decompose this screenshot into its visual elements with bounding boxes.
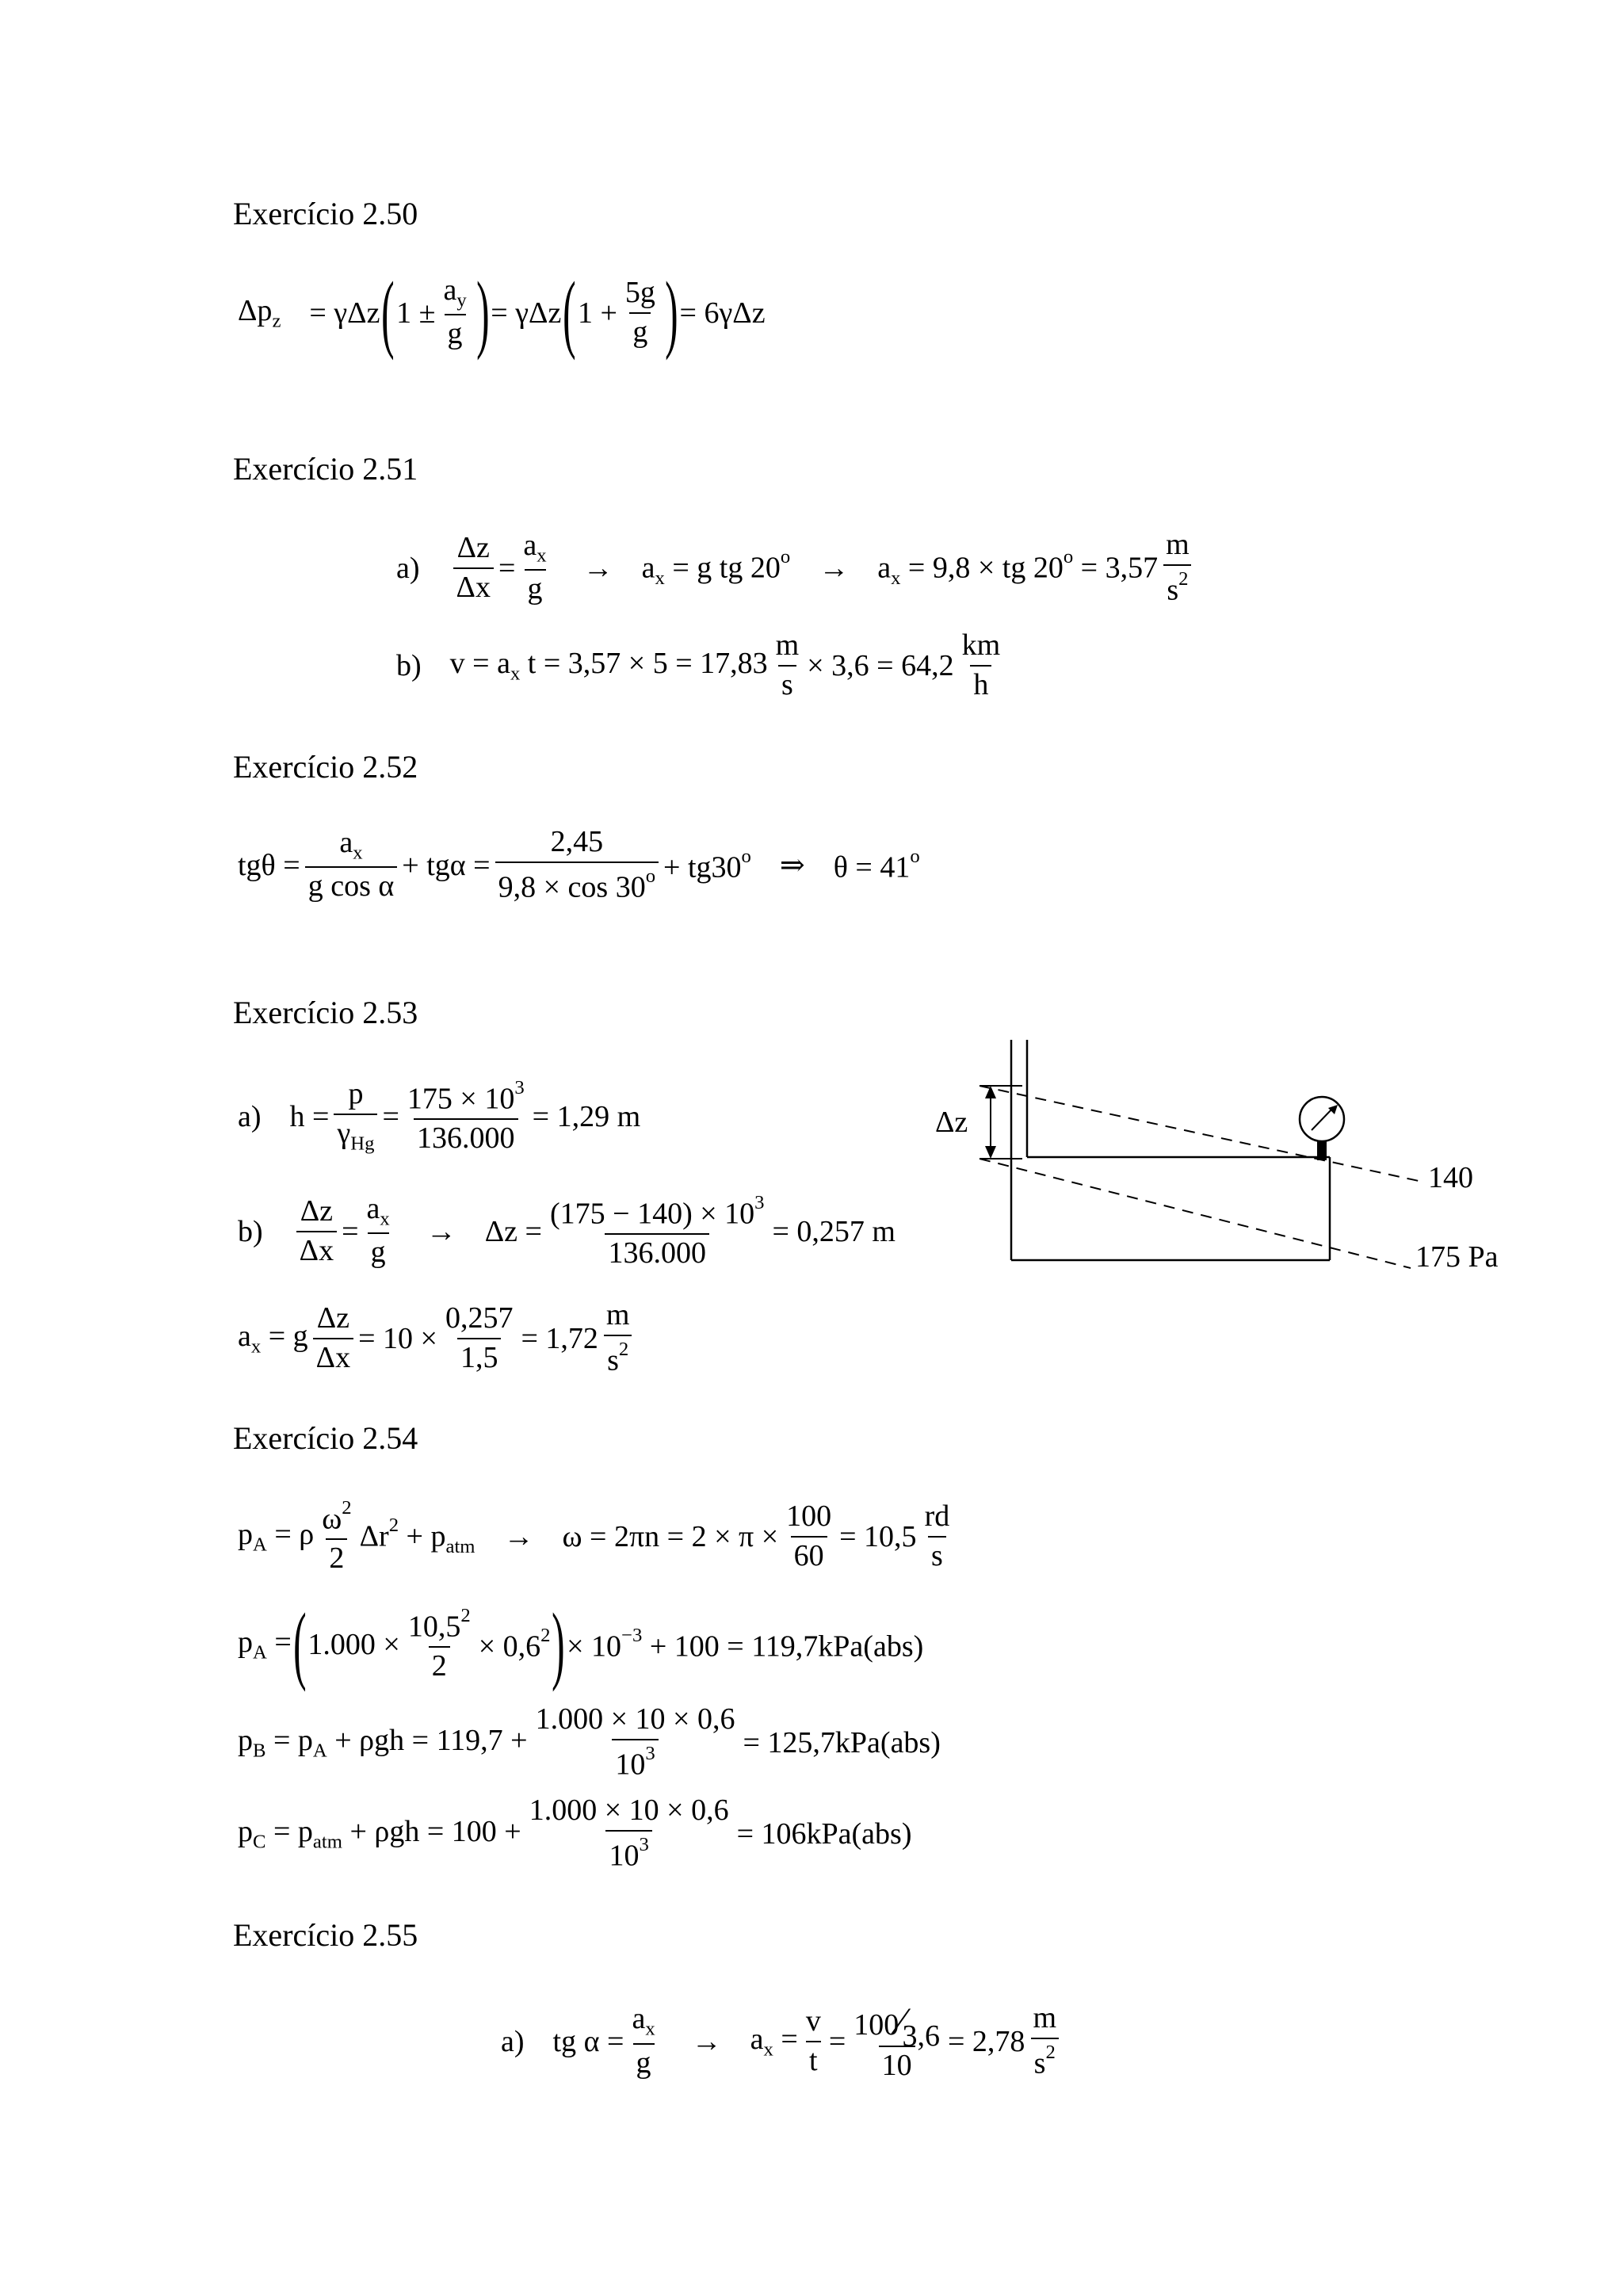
eq-term: = γΔz (491, 296, 562, 330)
fraction: $\frac{2,45}{9,8 \times \cos 30^o}$ (495, 827, 659, 904)
gauge-stem (1317, 1141, 1327, 1160)
fraction: $\frac{10,5^2}{2}$ (407, 1604, 471, 1683)
eq-term: 1 ± (396, 296, 436, 330)
eq-term: 1 + (577, 296, 617, 330)
eq-term: $p_C = p_{atm} + \rho gh = 100$ + (238, 1814, 521, 1853)
fraction: $\frac{\omega^2}{2}$ (322, 1497, 352, 1576)
fraction: $\frac{100}{60}$ (786, 1499, 832, 1572)
exercise-2-51-heading: Exercício 2.51 (233, 451, 418, 487)
eq-term: = 2,78 (948, 2024, 1025, 2058)
eq-term: = 106kPa(abs) (736, 1817, 912, 1851)
eq-term: $a_x = g$ (238, 1319, 308, 1358)
eq-term: tg α = (552, 2024, 624, 2058)
eq-term: = 125,7kPa(abs) (743, 1725, 941, 1759)
fraction: $\frac{100⁄3,6}{10}$ (850, 2001, 943, 2082)
exercise-2-53-part-a (238, 1078, 640, 1155)
unit-fraction: $\frac{m}{s^2}$ (603, 1300, 633, 1377)
eq-term: $\Delta r^2 + p_{atm}$ (359, 1515, 475, 1558)
arrow-right-icon: → (426, 1214, 456, 1248)
eq-term: = 1,29 m (532, 1099, 641, 1133)
gauge-needle-tip (1328, 1105, 1338, 1114)
unit-fraction: $\frac{km}{h}$ (961, 628, 1001, 701)
part-label: a) (238, 1099, 262, 1133)
exercise-2-54-row-3 (238, 1704, 941, 1781)
fraction: $\frac{0,257}{1,5}$ (445, 1301, 514, 1374)
right-paren: ) (475, 264, 490, 361)
eq-term: ω = 2πn = 2 × π × (562, 1519, 779, 1553)
exercise-2-52-equation (238, 827, 920, 904)
eq-term: = (828, 2024, 846, 2058)
arrow-right-icon: → (819, 551, 850, 585)
eq-term: h = (289, 1099, 330, 1133)
eq-term: $p_B = p_A + \rho gh = 119,7$ + (238, 1723, 528, 1762)
eq-term: = (342, 1214, 359, 1248)
arrow-right-icon: → (582, 551, 613, 585)
fraction: $\frac{1.000 \times 10 \times 0,6}{10^3}$ (529, 1794, 729, 1873)
arrow-right-icon: → (503, 1519, 534, 1553)
exercise-2-55-heading: Exercício 2.55 (233, 1917, 418, 1953)
left-paren: ( (381, 264, 395, 361)
dashed-line-175 (980, 1159, 1411, 1268)
exercise-2-53-part-b (238, 1193, 896, 1270)
unit-fraction: $\frac{m}{s^2}$ (1029, 2003, 1060, 2080)
left-paren: ( (563, 264, 576, 361)
dz-label: Δz (935, 1106, 968, 1139)
dz-arrow-down (985, 1146, 996, 1159)
exercise-2-54-row-1 (238, 1498, 957, 1575)
right-paren: ) (552, 1595, 566, 1692)
eq-term: × $10^{-3} + 100 = 119,7kPa(abs)$ (567, 1624, 924, 1664)
eq-term: = 6γΔz (679, 296, 766, 330)
unit-fraction: $\frac{m}{s}$ (775, 628, 800, 701)
fraction: $\frac{5g}{g}$ (624, 275, 655, 349)
gauge-needle (1312, 1108, 1333, 1130)
tank-diagram (911, 1022, 1522, 1292)
exercise-2-55-part-a (501, 2001, 1064, 2082)
exercise-2-50-heading: Exercício 2.50 (233, 196, 418, 231)
fraction: $\frac{p}{\gamma_{Hg}}$ (334, 1079, 377, 1154)
exercise-2-54-row-4 (238, 1795, 911, 1872)
fraction: $\frac{1.000 \times 10 \times 0,6}{10^3}$ (535, 1702, 735, 1782)
fraction: $\frac{a_x}{g}$ (632, 2002, 655, 2080)
fraction: $\frac{a_x}{g}$ (366, 1191, 390, 1270)
dashed-line-140 (980, 1086, 1419, 1181)
eq-term: + $tg30^o$ (663, 845, 751, 884)
eq-term: $p_A = \rho$ (238, 1517, 315, 1556)
eq-term: $\theta = 41^o$ (833, 845, 920, 884)
exercise-2-51-part-a (396, 529, 1197, 606)
exercise-2-53-part-c (238, 1300, 637, 1377)
fraction: $\frac{a_x}{\text{g cos α}}$ (305, 827, 398, 903)
eq-term: tgθ = (238, 848, 300, 882)
exercise-2-51-part-b (396, 630, 1008, 701)
exercise-2-54-heading: Exercício 2.54 (233, 1420, 418, 1456)
part-label: a) (396, 551, 420, 585)
eq-term: = (382, 1099, 399, 1133)
eq-term: $p_A$ = (238, 1625, 292, 1664)
exercise-2-54-row-2 (238, 1595, 924, 1692)
right-paren: ) (664, 264, 678, 361)
eq-term: $a_x = g$ tg 20$^o$ (641, 546, 791, 590)
exercise-2-50-equation (238, 264, 766, 361)
eq-term: $\Delta p_z$ (238, 293, 281, 332)
eq-term: = 1,72 (521, 1321, 598, 1355)
fraction: $\frac{\Delta z}{\Delta x}$ (313, 1303, 353, 1374)
eq-term: + tgα = (402, 848, 491, 882)
implies-icon: ⇒ (779, 849, 805, 883)
slashed-fraction: 100⁄3,6 (854, 2000, 940, 2053)
part-label: b) (396, 648, 422, 682)
eq-term: = 10,5 (839, 1519, 917, 1553)
eq-term: $v = a_x$ t = 3,57 × 5 = 17,83 (449, 647, 768, 685)
part-label: a) (501, 2024, 525, 2058)
eq-term: $a_x = 9,8$ × tg 20$^o$ = 3,57 (877, 546, 1159, 590)
eq-term: × 3,6 = 64,2 (807, 648, 954, 682)
label-140: 140 (1428, 1161, 1473, 1194)
eq-term: = 10 × (358, 1321, 437, 1355)
eq-term: × $0,6^2$ (478, 1624, 551, 1664)
eq-term: 1.000 × (307, 1627, 400, 1661)
fraction: $\frac{v}{t}$ (805, 2004, 821, 2077)
fraction: $\frac{\Delta z}{\Delta x}$ (296, 1196, 337, 1267)
eq-term: = γΔz (309, 296, 380, 330)
fraction: $\frac{(175 - 140) \times 10^3}{136.000}$ (549, 1192, 765, 1270)
exercise-2-52-heading: Exercício 2.52 (233, 749, 418, 785)
fraction: $\frac{a_x}{g}$ (523, 528, 547, 606)
unit-fraction: $\frac{rd}{s}$ (924, 1499, 950, 1572)
arrow-right-icon: → (691, 2024, 722, 2058)
left-paren: ( (292, 1595, 307, 1692)
eq-term: = (498, 551, 516, 585)
part-label: b) (238, 1214, 263, 1248)
fraction: $\frac{175 \times 10^3}{136.000}$ (407, 1077, 525, 1156)
eq-term: $a_x$ = (750, 2023, 798, 2061)
unit-fraction: $\frac{m}{s^2}$ (1163, 529, 1193, 606)
eq-term: = 0,257 m (772, 1214, 896, 1248)
eq-term: Δz = (484, 1214, 542, 1248)
exercise-2-53-heading: Exercício 2.53 (233, 995, 418, 1030)
label-175-pa: 175 Pa (1415, 1240, 1499, 1274)
fraction: $\frac{a_y}{g}$ (443, 273, 467, 351)
fraction: $\frac{\Delta z}{\Delta x}$ (453, 533, 494, 604)
